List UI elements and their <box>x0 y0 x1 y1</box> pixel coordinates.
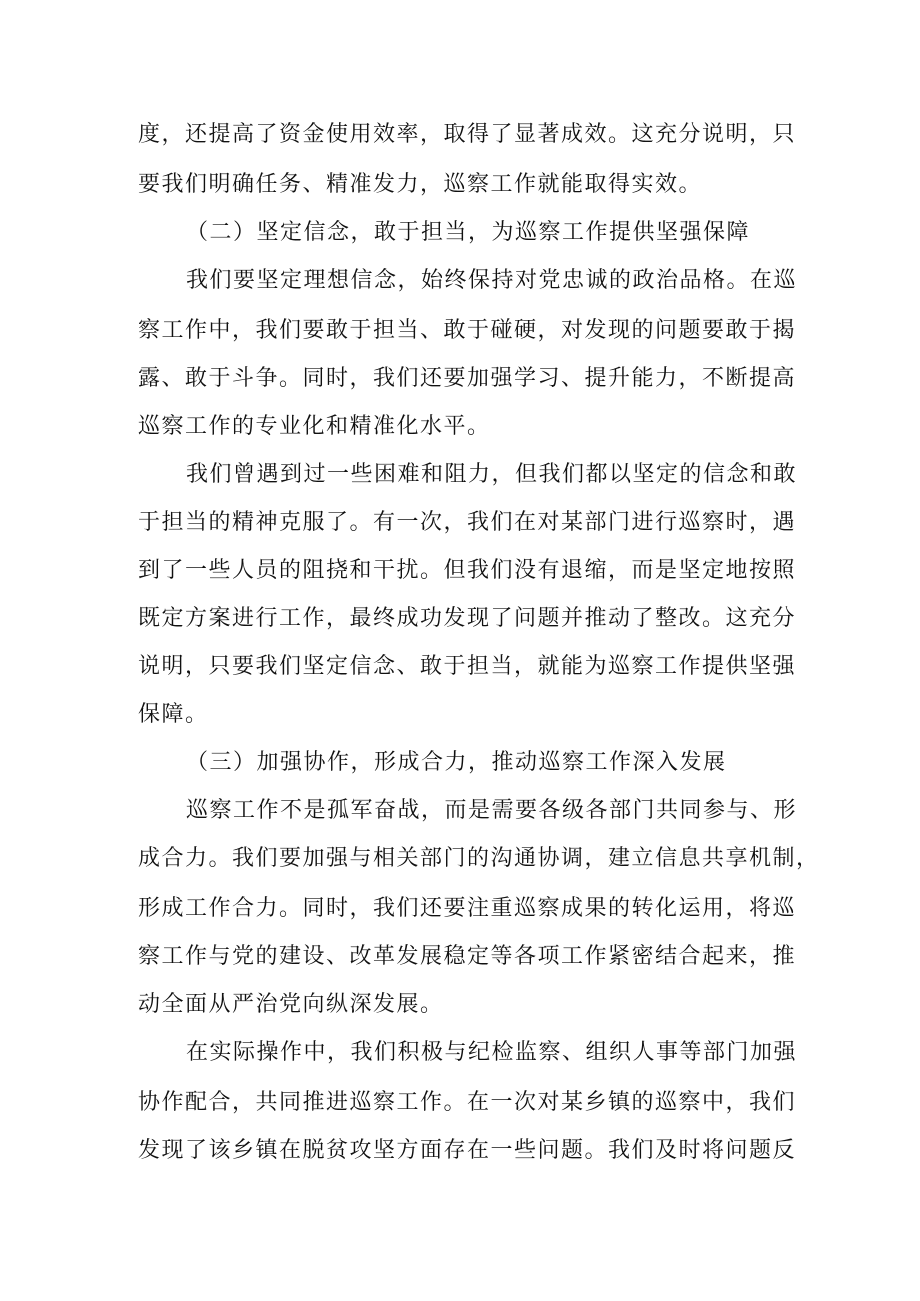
body-text-line: 我们要坚定理想信念，始终保持对党忠诚的政治品格。在巡 <box>186 268 798 293</box>
body-text-line: 到了一些人员的阻挠和干扰。但我们没有退缩，而是坚定地按照 <box>138 558 797 583</box>
body-text-line: 我们曾遇到过一些困难和阻力，但我们都以坚定的信念和敢 <box>186 462 798 487</box>
body-text-line: 巡察工作不是孤军奋战，而是需要各级各部门共同参与、形 <box>186 798 798 823</box>
body-text-line: 察工作中，我们要敢于担当、敢于碰硬，对发现的问题要敢于揭 <box>138 318 797 343</box>
body-text-line: 既定方案进行工作，最终成功发现了问题并推动了整改。这充分 <box>138 606 797 631</box>
body-text-line: 度，还提高了资金使用效率，取得了显著成效。这充分说明，只 <box>138 122 797 147</box>
body-text-line: 于担当的精神克服了。有一次，我们在对某部门进行巡察时，遇 <box>138 510 797 535</box>
body-text-line: 露、敢于斗争。同时，我们还要加强学习、提升能力，不断提高 <box>138 366 797 391</box>
body-text-line: 发现了该乡镇在脱贫攻坚方面存在一些问题。我们及时将问题反 <box>138 1138 797 1163</box>
section-heading-3: （三）加强协作，形成合力，推动巡察工作深入发展 <box>186 750 727 775</box>
body-text-line: 要我们明确任务、精准发力，巡察工作就能取得实效。 <box>138 172 703 197</box>
body-text-line: 巡察工作的专业化和精准化水平。 <box>138 414 491 439</box>
body-text-line: 在实际操作中，我们积极与纪检监察、组织人事等部门加强 <box>186 1040 798 1065</box>
body-text-line: 说明，只要我们坚定信念、敢于担当，就能为巡察工作提供坚强 <box>138 654 797 679</box>
body-text-line: 成合力。我们要加强与相关部门的沟通协调，建立信息共享机制， <box>138 846 820 871</box>
body-text-line: 协作配合，共同推进巡察工作。在一次对某乡镇的巡察中，我们 <box>138 1090 797 1115</box>
body-text-line: 形成工作合力。同时，我们还要注重巡察成果的转化运用，将巡 <box>138 896 797 921</box>
body-text-line: 动全面从严治党向纵深发展。 <box>138 992 444 1017</box>
body-text-line: 保障。 <box>138 702 209 727</box>
body-text-line: 察工作与党的建设、改革发展稳定等各项工作紧密结合起来，推 <box>138 944 797 969</box>
section-heading-2: （二）坚定信念，敢于担当，为巡察工作提供坚强保障 <box>186 220 751 245</box>
